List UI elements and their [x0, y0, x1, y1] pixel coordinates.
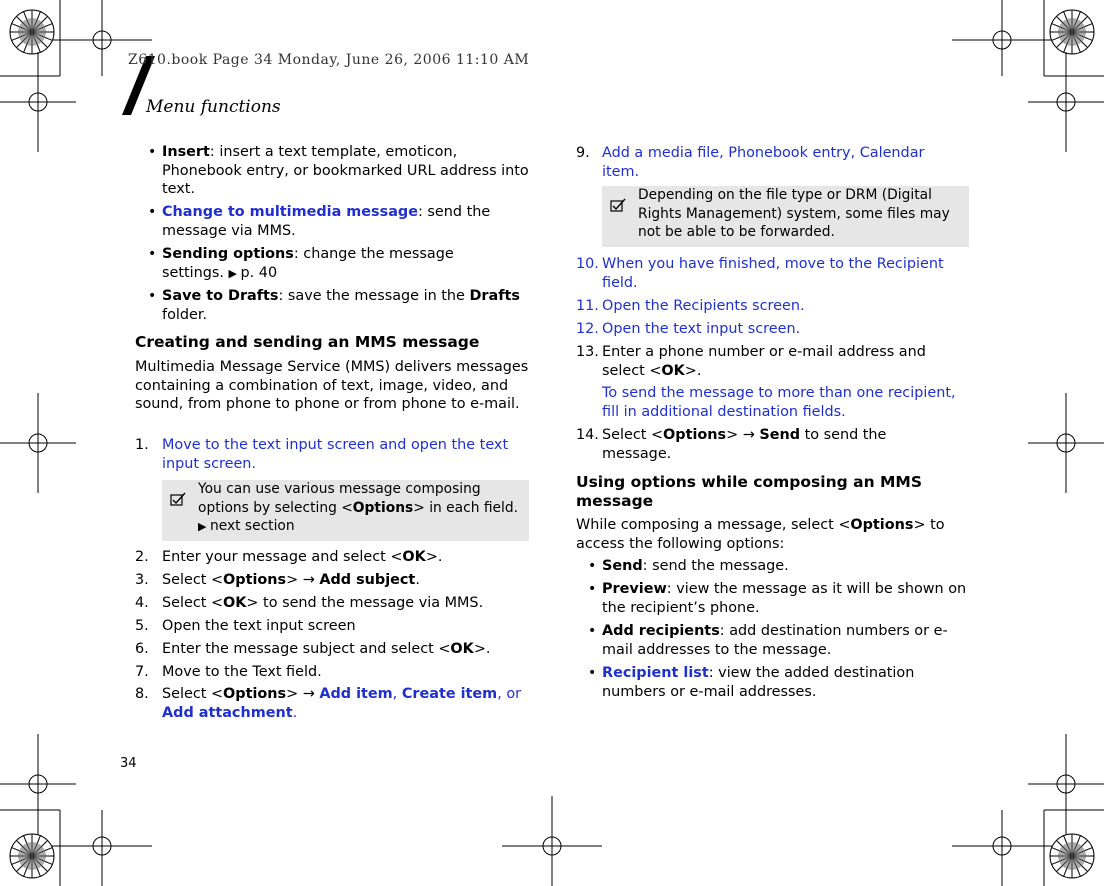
step-number: 9. — [576, 145, 590, 161]
step-6: Enter the message subject and select <OK>. — [162, 641, 491, 657]
step-12: Open the text input screen. — [602, 321, 801, 337]
list-item: Preview: view the message as it will be shown on the recipient’s phone. — [602, 581, 967, 616]
step-4: Select <OK> to send the message via MMS. — [162, 595, 484, 611]
page-number: 34 — [120, 756, 137, 771]
section-heading: Creating and sending an MMS message — [135, 333, 480, 351]
step-number: 8. — [135, 686, 149, 702]
bullet-icon — [148, 206, 156, 214]
checkbox-note-icon — [610, 198, 626, 212]
bullet-icon — [148, 290, 156, 298]
step-number: 1. — [135, 437, 149, 453]
step-13: Enter a phone number or e-mail address and select <OK>. — [602, 344, 926, 379]
step-14: Select <Options> → Send to send the message. — [602, 427, 887, 462]
step-number: 3. — [135, 572, 149, 588]
step-3: Select <Options> → Add subject. — [162, 572, 420, 588]
step-number: 5. — [135, 618, 149, 634]
triangle-right-icon: ▶ — [198, 520, 210, 533]
bullet-icon — [588, 560, 596, 568]
step-number: 2. — [135, 549, 149, 565]
step-number: 13. — [576, 344, 599, 360]
bullet-icon — [148, 248, 156, 256]
step-9: Add a media file, Phonebook entry, Calendar item. — [602, 145, 925, 180]
intro-paragraph: Multimedia Message Service (MMS) delivers messages containing a combination of text, image, video, and sound, from phone to phone or from phone to e-mail. — [135, 359, 529, 412]
list-item: Send: send the message. — [602, 558, 789, 574]
step-number: 4. — [135, 595, 149, 611]
note-text: Depending on the file type or DRM (Digital Rights Management) system, some files may not be able to be forwarded. — [638, 187, 950, 240]
book-stamp: Z610.book Page 34 Monday, June 26, 2006 11:10 AM — [128, 52, 530, 68]
note-text: You can use various message composing options by selecting <Options> in each field. ▶ next section — [198, 481, 518, 534]
list-item: Save to Drafts: save the message in the Drafts folder. — [162, 288, 520, 323]
step-number: 12. — [576, 321, 599, 337]
list-item: Sending options: change the message settings. ▶ p. 40 — [162, 246, 454, 281]
list-item: Add recipients: add destination numbers or e-mail addresses to the message. — [602, 623, 948, 658]
step-8: Select <Options> → Add item, Create item, or Add attachment. — [162, 686, 522, 721]
step-number: 7. — [135, 664, 149, 680]
bullet-icon — [588, 625, 596, 633]
step-10: When you have finished, move to the Recipient field. — [602, 256, 944, 291]
step-7: Move to the Text field. — [162, 664, 322, 680]
list-item: Insert: insert a text template, emoticon, Phonebook entry, or bookmarked URL address into text. — [162, 144, 529, 197]
step-1: Move to the text input screen and open the text input screen. — [162, 437, 509, 472]
step-2: Enter your message and select <OK>. — [162, 549, 443, 565]
note-box — [602, 186, 969, 247]
bullet-icon — [588, 667, 596, 675]
note-box — [162, 480, 529, 541]
step-13-note: To send the message to more than one recipient, fill in additional destination fields. — [602, 385, 956, 420]
section-heading: Using options while composing an MMS message — [576, 473, 923, 510]
list-item: Recipient list: view the added destination numbers or e-mail addresses. — [602, 665, 915, 700]
intro-paragraph: While composing a message, select <Options> to access the following options: — [576, 517, 945, 552]
bullet-icon — [588, 583, 596, 591]
list-item: Change to multimedia message: send the message via MMS. — [162, 204, 491, 239]
triangle-right-icon: ▶ — [228, 266, 241, 280]
step-5: Open the text input screen — [162, 618, 356, 634]
step-number: 6. — [135, 641, 149, 657]
checkbox-note-icon — [170, 492, 186, 506]
step-number: 10. — [576, 256, 599, 272]
section-title: Menu functions — [146, 97, 281, 117]
step-number: 14. — [576, 427, 599, 443]
step-number: 11. — [576, 298, 599, 314]
bullet-icon — [148, 146, 156, 154]
step-11: Open the Recipients screen. — [602, 298, 805, 314]
